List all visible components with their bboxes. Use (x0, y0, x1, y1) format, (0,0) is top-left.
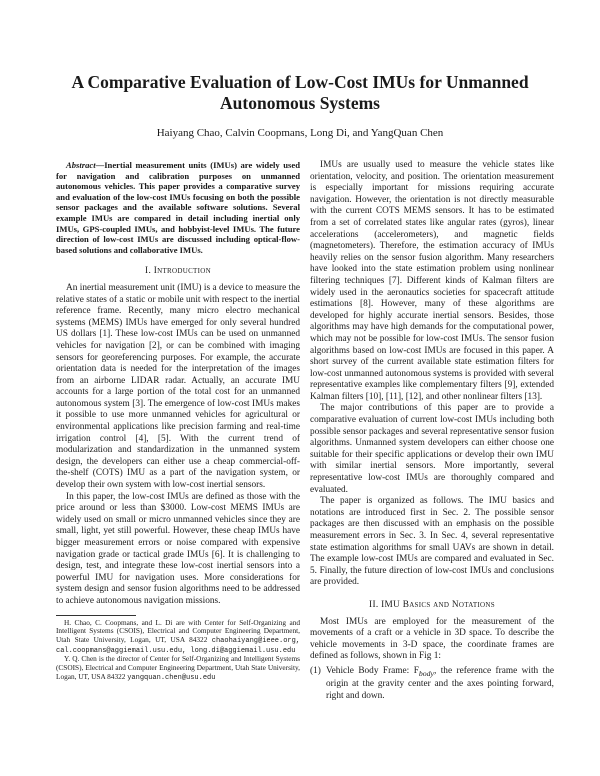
intro-paragraph: In this paper, the low-cost IMUs are defined as those with the price around or less than $3000. Low-cost MEMS IMUs are widely used on small or micro unmanned vehicles since they are small, light, yet still powerful. However, these cheap IMUs have bigger measurement errors or noise compared with expensive navigation grade or tactical grade IMUs [6]. It is challenging to design, test, and integrate these low-cost inertial sensors into a powerful IMU for navigation uses. More considerations for system design and sensor fusion algorithms need to be addressed to achieve autonomous navigation missions. (56, 491, 300, 606)
list-item (310, 666, 554, 703)
abstract-text: Inertial measurement units (IMUs) are widely used for navigation and calibration purposes on unmanned autonomous vehicles. This paper provides a comparative survey and evaluation of the low-cost IMUs focusing on both the possible sensor packages and the available software solutions. Several example IMUs are compared in detail including inertial only IMUs, GPS-coupled IMUs, and hobbyist-level IMUs. The future direction of low-cost IMUs are discussed including optical-flow-based solutions and collaborative IMUs. (56, 160, 300, 255)
abstract-label: Abstract (66, 160, 96, 170)
section-title: Introduction (153, 266, 211, 277)
author-emails: chaohaiyang@ieee.org, cal.coopmans@aggiemail.usu.edu, long.di@aggiemail.usu.edu (56, 636, 300, 655)
section-heading-imu-basics (310, 600, 554, 612)
footnote-affiliation-2: Y. Q. Chen is the director of Center for Self-Organizing and Intelligent Systems (CSOIS), Electrical and Computer Engineering Department, Utah State University, Logan, UT, USA 84322 yangquan.chen@usu.edu (56, 654, 300, 682)
section-title: IMU Basics and Notations (381, 599, 495, 610)
section-numeral: I. (145, 266, 152, 277)
abstract: Abstract—Inertial measurement units (IMUs) are widely used for navigation and calibration purposes on unmanned autonomous vehicles. This paper provides a comparative survey and evaluation of the low-cost IMUs focusing on both the possible sensor packages and the available software solutions. Several example IMUs are compared in detail including inertial only IMUs, GPS-coupled IMUs, and hobbyist-level IMUs. The future direction of low-cost IMUs are discussed including optical-flow-based solutions and collaborative IMUs. (56, 160, 300, 255)
footnote-affiliation-1: H. Chao, C. Coopmans, and L. Di are with Center for Self-Organizing and Intelligent Systems (CSOIS), Electrical and Computer Engineering Department, Utah State University, Logan, UT, USA 84322 chaohaiyang@ieee.org, cal.coopmans@aggiemail.usu.edu, long.di@aggiemail.usu.edu (56, 617, 300, 655)
body-paragraph: The major contributions of this paper are to provide a comparative evaluation of current low-cost IMUs including both possible sensor packages and several representative sensor fusion algorithms. Unmanned system developers can either choose one suitable for their specific applications or develop their own IMU with similar inertial sensors. More importantly, several representative low-cost IMUs are thoroughly compared and evaluated. (310, 403, 554, 495)
paper-title: A Comparative Evaluation of Low-Cost IMUs for Unmanned Autonomous Systems (71, 72, 529, 113)
list-number: (1) (310, 665, 321, 676)
section-numeral: II. (369, 599, 379, 610)
body-paragraph: The paper is organized as follows. The IMU basics and notations are introduced first in Sec. 2. The possible sensor packages are then discussed with an emphasis on the possible measurement errors in Sec. 3. In Sec. 4, several representative state estimation algorithms for small UAVs are shown in detail. The example low-cost IMUs are compared and evaluated in Sec. 5. Finally, the future direction of low-cost IMUs and conclusions are provided. (310, 496, 554, 588)
section-heading-introduction (56, 266, 300, 278)
body-paragraph: Most IMUs are employed for the measurement of the movements of a craft or a vehicle in 3D space. To describe the vehicle movements in 3-D space, the coordinate frames are defined as follows, shown in Fig 1: (310, 616, 554, 662)
author-email: yangquan.chen@usu.edu (127, 673, 216, 682)
footnote-rule (56, 615, 136, 616)
body-paragraph: IMUs are usually used to measure the vehicle states like orientation, velocity, and position. The orientation measurement is especially important for missions requiring accurate navigation. However, the orientation is not directly measurable with the current COTS MEMS sensors. It has to be estimated from a set of correlated states like angular rates (gyros), linear accelerations (accelerometers), and magnetic fields (magnetometers). Therefore, the estimation accuracy of IMUs heavily relies on the sensor fusion algorithm. Many researchers have looked into the state estimation problem using nonlinear filtering techniques [7]. Different kinds of Kalman filters are widely used in the aeronautics societies for spacecraft attitude estimations [8]. However, many of these algorithms are developed for highly accurate inertial sensors. Besides, those algorithms may have high demands for the computational power, which may not be possible for low-cost IMUs. The sensor fusion algorithms based on low-cost IMUs are focused in this paper. A short survey of the current available state estimation filters for low-cost unmanned autonomous systems is provided with several representative examples like complementary filters [9], extended Kalman filters [10], [11], [12], and other nonlinear filters [13]. (310, 160, 555, 402)
list-text: Vehicle Body Frame: $F_{body}$, the reference frame with the origin at the gravity center and the axes pointing forward, right and down. (326, 665, 555, 701)
intro-paragraph: An inertial measurement unit (IMU) is a device to measure the relative states of a static or mobile unit with respect to the inertial reference frame. Recently, many micro electro mechanical systems (MEMS) IMUs have emerged for only several hundred US dollars [1]. These low-cost IMUs can be used on unmanned vehicles for navigation [2], or can be combined with imaging sensors for georeferencing purposes. For example, the accurate orientation data is needed for the interpretation of the images from an airborne LIDAR radar. Actually, an accurate IMU accounts for a large portion of the total cost for an unmanned autonomous system [3]. The emergence of low-cost IMUs makes it possible to use more unmanned vehicles for agricultural or environmental applications like precision farming and real-time irrigation control [4], [5]. With the current trend of modularization and standardization in the unmanned system design, the developers can either use a cheap commercial-off-the-shelf (COTS) IMU as a part of the navigation system, or develop their own system with low-cost inertial sensors. (56, 282, 300, 491)
right-column (310, 160, 554, 703)
left-column (56, 160, 300, 682)
author-list: Haiyang Chao, Calvin Coopmans, Long Di, and YangQuan Chen (156, 127, 444, 139)
